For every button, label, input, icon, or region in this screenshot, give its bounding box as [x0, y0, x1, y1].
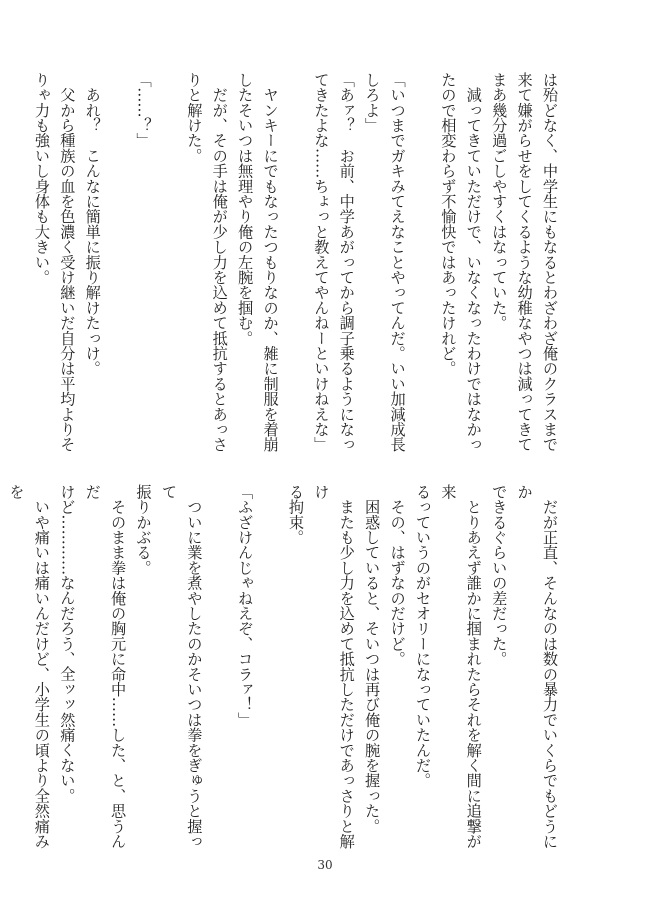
text-line: 困惑していると、そいつは再び俺の腕を握った。 — [363, 484, 382, 834]
blank-line — [410, 72, 435, 455]
text-line: 来て嫌がらせをしてくるような幼稚なやつは減ってきて — [515, 72, 534, 452]
text-line: てきたよな……ちょっと教えてやんねーといけねえな」 — [312, 72, 331, 452]
text-line: したそいつは無理やり俺の左腕を掴む。 — [236, 72, 255, 346]
text-line: るっていうのがセオリーになっていたんだ。 — [413, 484, 432, 788]
text-line: しろよ」 — [363, 72, 382, 133]
text-line: けど…………なんだろう、全ッッ然痛くない。 — [58, 484, 77, 804]
lower-text-block — [7, 484, 562, 849]
text-line: いや痛いは痛いんだけど、小学生の頃より全然痛みを — [7, 484, 51, 849]
text-line: たので相変わらず不愉快ではあったけれど。 — [439, 72, 458, 376]
blank-line — [257, 484, 282, 849]
text-line: 「ふざけんじゃねえぞ、コラァ！」 — [236, 484, 255, 728]
text-line: りゃ力も強いし身体も大きい。 — [32, 72, 51, 285]
text-line: 父から種族の血を色濃く受け継いだ自分は平均よりそ — [58, 72, 77, 452]
text-line: る拘束。 — [286, 484, 305, 545]
text-line: 「いつまでガキみてえなことやってんだ。いい加減成長 — [388, 72, 407, 452]
text-line: またも少し力を込めて抵抗しただけであっさりと解け — [312, 484, 356, 849]
text-line: だが、その手は俺が少し力を込めて抵抗するとあっさ — [210, 72, 229, 452]
text-line: ついに業を煮やしたのかそいつは拳をぎゅうと握って — [159, 484, 204, 849]
blank-line — [156, 72, 181, 455]
text-line: 減ってきていただけで、いなくなったわけではなかっ — [464, 72, 483, 452]
text-line — [0, 484, 3, 849]
page-number: 30 — [317, 858, 333, 872]
text-line: 「……？」 — [134, 72, 153, 148]
blank-line — [105, 72, 130, 455]
text-line: は殆どなく、中学生にもなるとわざわざ俺のクラスまで — [541, 72, 559, 452]
text-line: 振りかぶる。 — [134, 484, 153, 576]
text-line: とりあえず誰かに掴まれたらそれを解く間に追撃が来 — [439, 484, 483, 849]
text-line: りと解けた。 — [185, 72, 204, 164]
text-line: まあ幾分過ごしやすくはなっていた。 — [490, 72, 509, 331]
text-line: だが正直、そんなのは数の暴力でいくらでもどうにか — [515, 484, 559, 849]
text-line: あれ？ こんなに簡単に振り解けたっけ。 — [83, 72, 102, 376]
text-line: できるぐらいの差だった。 — [490, 484, 509, 667]
text-line: ヤンキーにでもなったつもりなのか、雑に制服を着崩 — [261, 72, 280, 452]
upper-text-block — [32, 72, 562, 455]
text-line: そのまま拳は俺の胸元に命中……した、と、思うんだ — [83, 484, 128, 849]
blank-line — [283, 72, 308, 455]
blank-line — [206, 484, 231, 849]
text-line: 「あァ？ お前、中学あがってから調子乗るようになっ — [337, 72, 356, 452]
text-line: その、はずなのだけど。 — [388, 484, 407, 667]
